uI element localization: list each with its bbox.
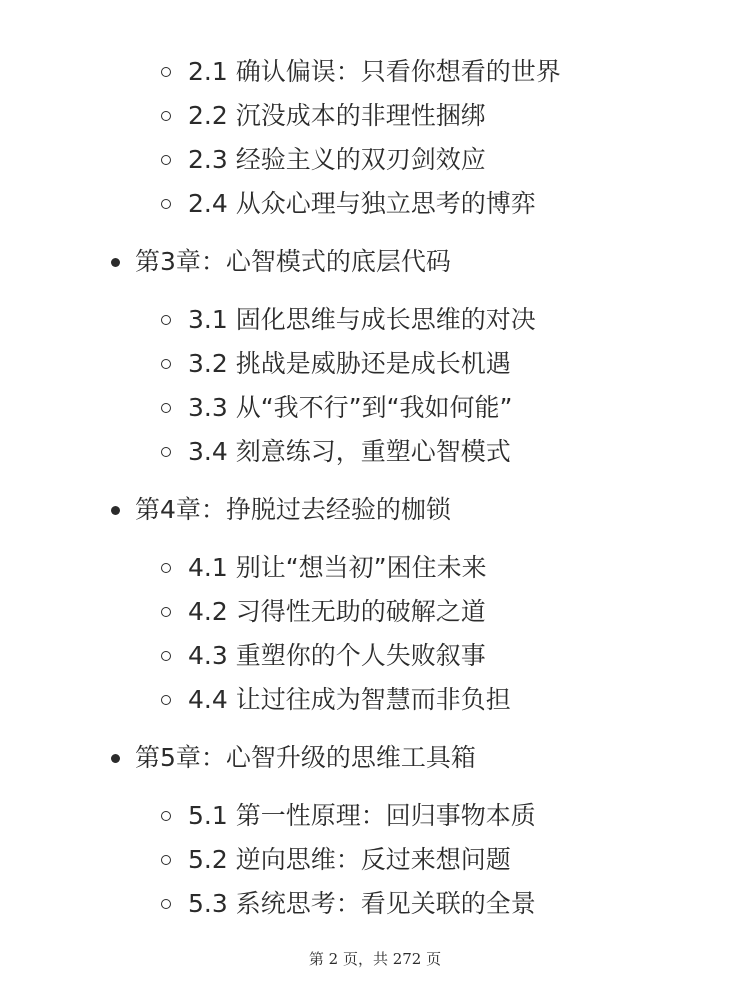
list-item	[0, 590, 750, 634]
circle-bullet-icon	[161, 67, 171, 77]
circle-bullet-icon	[161, 695, 171, 705]
section-title: 3.2 挑战是威胁还是成长机遇	[188, 349, 511, 378]
section-title: 5.3 系统思考：看见关联的全景	[188, 889, 536, 918]
list-item	[0, 386, 750, 430]
chapter-heading	[0, 488, 750, 532]
circle-bullet-icon	[161, 155, 171, 165]
section-title: 3.1 固化思维与成长思维的对决	[188, 305, 536, 334]
table-of-contents	[0, 50, 750, 926]
list-item	[0, 182, 750, 226]
chapter-3	[0, 240, 750, 474]
list-item	[0, 298, 750, 342]
section-title: 4.1 别让“想当初”困住未来	[188, 553, 487, 582]
chapter-heading	[0, 240, 750, 284]
disc-bullet-icon	[111, 506, 120, 515]
list-item	[0, 430, 750, 474]
section-title: 2.1 确认偏误：只看你想看的世界	[188, 57, 561, 86]
chapter-title: 第3章：心智模式的底层代码	[135, 247, 451, 276]
circle-bullet-icon	[161, 563, 171, 573]
circle-bullet-icon	[161, 811, 171, 821]
chapter-title: 第5章：心智升级的思维工具箱	[135, 743, 476, 772]
section-title: 4.4 让过往成为智慧而非负担	[188, 685, 511, 714]
section-list	[0, 298, 750, 474]
circle-bullet-icon	[161, 899, 171, 909]
circle-bullet-icon	[161, 651, 171, 661]
section-title: 4.2 习得性无助的破解之道	[188, 597, 486, 626]
circle-bullet-icon	[161, 403, 171, 413]
disc-bullet-icon	[111, 258, 120, 267]
list-item	[0, 94, 750, 138]
section-title: 5.1 第一性原理：回归事物本质	[188, 801, 536, 830]
list-item	[0, 546, 750, 590]
circle-bullet-icon	[161, 607, 171, 617]
section-title: 2.3 经验主义的双刃剑效应	[188, 145, 486, 174]
chapter-4	[0, 488, 750, 722]
circle-bullet-icon	[161, 199, 171, 209]
section-title: 3.3 从“我不行”到“我如何能”	[188, 393, 513, 422]
list-item	[0, 882, 750, 926]
list-item	[0, 678, 750, 722]
list-item	[0, 50, 750, 94]
circle-bullet-icon	[161, 855, 171, 865]
section-title: 5.2 逆向思维：反过来想问题	[188, 845, 511, 874]
circle-bullet-icon	[161, 359, 171, 369]
section-title: 3.4 刻意练习，重塑心智模式	[188, 437, 511, 466]
section-list	[0, 546, 750, 722]
section-title: 2.4 从众心理与独立思考的博弈	[188, 189, 536, 218]
list-item	[0, 838, 750, 882]
section-list	[0, 50, 750, 226]
section-list	[0, 794, 750, 926]
chapter-5	[0, 736, 750, 926]
list-item	[0, 634, 750, 678]
list-item	[0, 794, 750, 838]
circle-bullet-icon	[161, 447, 171, 457]
section-title: 2.2 沉没成本的非理性捆绑	[188, 101, 486, 130]
chapter-heading	[0, 736, 750, 780]
list-item	[0, 342, 750, 386]
page-footer	[0, 948, 750, 969]
disc-bullet-icon	[111, 754, 120, 763]
chapter-title: 第4章：挣脱过去经验的枷锁	[135, 495, 451, 524]
list-item	[0, 138, 750, 182]
chapter-2-continued	[0, 50, 750, 226]
circle-bullet-icon	[161, 111, 171, 121]
page-number-label: 第 2 页，共 272 页	[308, 950, 442, 968]
circle-bullet-icon	[161, 315, 171, 325]
section-title: 4.3 重塑你的个人失败叙事	[188, 641, 486, 670]
